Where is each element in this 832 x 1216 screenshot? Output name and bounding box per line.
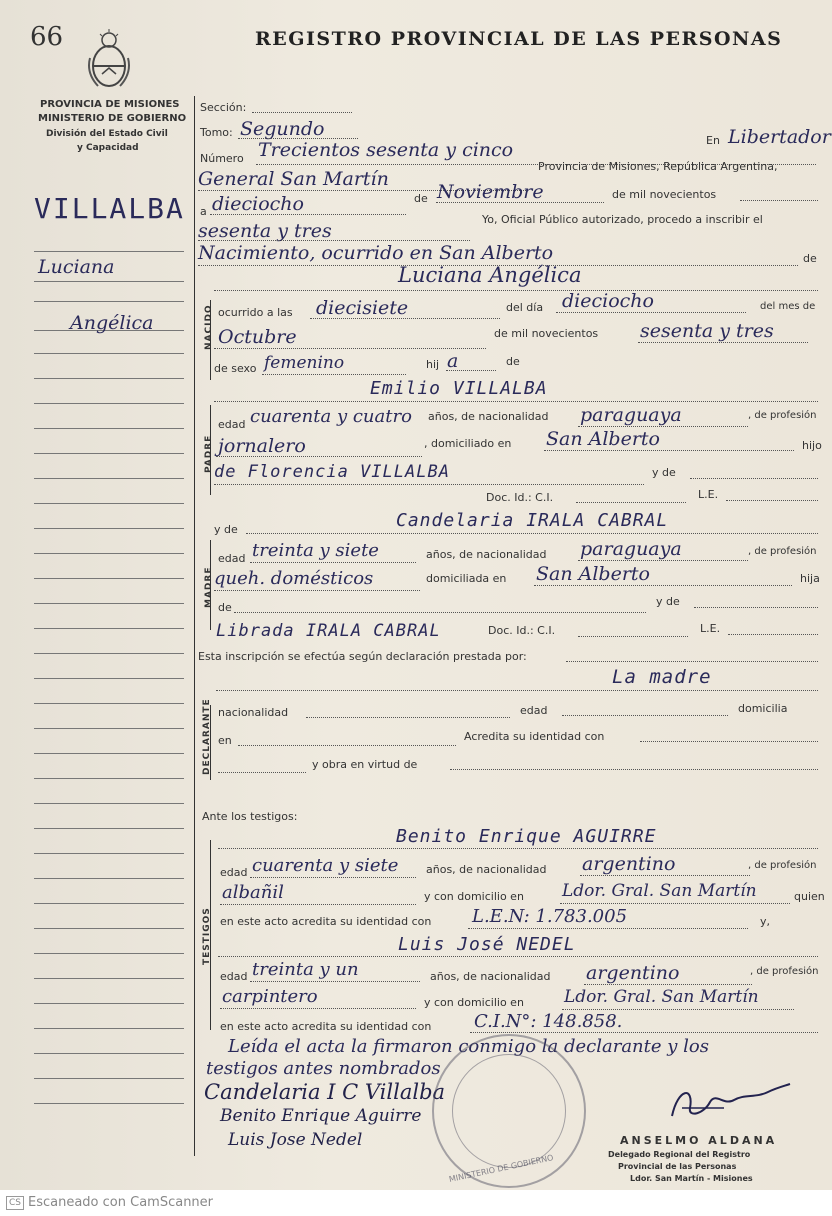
official-title-3: Ldor. San Martín - Misiones (630, 1174, 753, 1183)
mother-de-label: de (218, 601, 232, 614)
father-edad-label: edad (218, 418, 246, 431)
mil2-label: de mil novecientos (494, 327, 599, 340)
a-label: a (200, 205, 207, 218)
w1-prof-label: , de profesión (748, 860, 817, 871)
mother-nationality: paraguaya (580, 538, 682, 560)
w2-dom-label: y con domicilio en (424, 996, 524, 1009)
en-label: En (706, 134, 720, 147)
division-label-2: y Capacidad (77, 143, 139, 153)
mother-profession: queh. domésticos (214, 568, 374, 589)
official-signature-icon (664, 1078, 794, 1128)
father-anos-label: años, de nacionalidad (428, 410, 549, 423)
de-label: de (414, 192, 428, 205)
witness-2-name: Luis José NEDEL (398, 934, 576, 955)
father-yde-label: y de (652, 466, 676, 479)
witness-2-nationality: argentino (586, 962, 680, 984)
witness-2-profession: carpintero (222, 986, 318, 1007)
de-end-label: de (803, 252, 817, 265)
closing-line-1: Leída el acta la firmaron conmigo la declarante y los (228, 1036, 709, 1057)
section-declarante: DECLARANTE (202, 698, 212, 775)
father-name: Emilio VILLALBA (370, 378, 548, 399)
witness-2-age: treinta y un (252, 959, 359, 980)
birth-day-value: dieciocho (562, 290, 654, 312)
scanner-label: Escaneado con CamScanner (28, 1195, 214, 1210)
father-dom-label: , domiciliado en (424, 437, 512, 450)
coat-of-arms-icon (84, 28, 134, 94)
mother-hija-label: hija (800, 572, 820, 585)
de2-label: de (506, 355, 520, 368)
decl-acredita-label: Acredita su identidad con (464, 730, 605, 743)
mother-parent: Librada IRALA CABRAL (216, 621, 441, 641)
margin-name-1: Luciana (38, 256, 115, 278)
tomo-value: Segundo (240, 118, 325, 140)
witness-2-domicile: Ldor. Gral. San Martín (564, 987, 759, 1007)
father-hijo-label: hijo (802, 439, 822, 452)
official-title-1: Delegado Regional del Registro (608, 1150, 751, 1159)
witness-1-nationality: argentino (582, 853, 676, 875)
mother-age: treinta y siete (252, 540, 379, 561)
father-doc-label: Doc. Id.: C.I. (486, 491, 554, 504)
section-nacido: NACIDO (204, 304, 214, 350)
camscanner-icon: CS (6, 1196, 24, 1210)
declarant-value: La madre (612, 666, 712, 688)
mother-prof-label: , de profesión (748, 546, 817, 557)
mother-le-label: L.E. (700, 622, 721, 635)
child-name: Luciana Angélica (398, 263, 582, 287)
seal-text: MINISTERIO DE GOBIERNO (448, 1153, 555, 1184)
w1-quien-label: quien (794, 890, 825, 903)
year-value: sesenta y tres (198, 220, 332, 242)
decl-en-label: en (218, 734, 232, 747)
declaracion-label: Esta inscripción se efectúa según declaración prestada por: (198, 650, 527, 663)
del-dia-label: del día (506, 301, 544, 314)
closing-line-2: testigos antes nombrados (206, 1058, 441, 1079)
hij-label: hij (426, 358, 440, 371)
sexo-label: de sexo (214, 362, 257, 375)
testigos-label: Ante los testigos: (202, 810, 298, 823)
act-value: Nacimiento, ocurrido en San Alberto (198, 242, 554, 264)
numero-value: Trecientos sesenta y cinco (258, 139, 514, 161)
signature-witness-1: Benito Enrique Aguirre (220, 1106, 422, 1126)
decl-obra-label: y obra en virtud de (312, 758, 418, 771)
ministry-label: MINISTERIO DE GOBIERNO (38, 113, 187, 124)
w1-anos-label: años, de nacionalidad (426, 863, 547, 876)
section-madre: MADRE (204, 566, 214, 608)
hij-suffix: a (447, 350, 459, 372)
mother-dom-label: domiciliada en (426, 572, 507, 585)
mother-yde-label: y de (214, 523, 238, 536)
w1-dom-label: y con domicilio en (424, 890, 524, 903)
official-title-2: Provincial de las Personas (618, 1162, 737, 1171)
w1-acredita-label: en este acto acredita su identidad con (220, 915, 432, 928)
section-padre: PADRE (204, 434, 214, 473)
mother-name: Candelaria IRALA CABRAL (396, 510, 669, 531)
mother-doc-label: Doc. Id.: C.I. (488, 624, 556, 637)
locality-value: General San Martín (198, 168, 389, 190)
numero-label: Número (200, 152, 244, 165)
official-seal (432, 1034, 586, 1188)
ocurrido-label: ocurrido a las (218, 306, 293, 319)
w2-acredita-label: en este acto acredita su identidad con (220, 1020, 432, 1033)
decl-edad-label: edad (520, 704, 548, 717)
scanner-footer (0, 1190, 832, 1216)
witness-1-id: L.E.N: 1.783.005 (472, 906, 628, 927)
witness-1-age: cuarenta y siete (252, 855, 399, 876)
decl-nac-label: nacionalidad (218, 706, 289, 719)
hour-value: diecisiete (316, 297, 409, 319)
witness-2-id: C.I.N°: 148.858. (474, 1011, 623, 1032)
father-le-label: L.E. (698, 488, 719, 501)
provincia-label: Provincia de Misiones, República Argentina, (538, 160, 778, 173)
father-age: cuarenta y cuatro (250, 406, 412, 427)
witness-1-name: Benito Enrique AGUIRRE (396, 826, 657, 847)
mother-yde2-label: y de (656, 595, 680, 608)
w2-prof-label: , de profesión (750, 966, 819, 977)
father-parent: de Florencia VILLALBA (214, 462, 450, 482)
signature-mother: Candelaria I C Villalba (204, 1080, 446, 1104)
mother-anos-label: años, de nacionalidad (426, 548, 547, 561)
birth-year-value: sesenta y tres (640, 320, 774, 342)
w1-edad-label: edad (220, 866, 248, 879)
official-name: ANSELMO ALDANA (620, 1134, 778, 1147)
signature-witness-2: Luis Jose Nedel (228, 1130, 363, 1150)
decl-dom-label: domicilia (738, 702, 788, 715)
page-title: REGISTRO PROVINCIAL DE LAS PERSONAS (255, 28, 783, 50)
father-domicile: San Alberto (546, 428, 660, 450)
w2-edad-label: edad (220, 970, 248, 983)
mil-label: de mil novecientos (612, 188, 717, 201)
w1-y-label: y, (760, 915, 771, 928)
margin-name-2: Angélica (70, 312, 154, 334)
division-label: División del Estado Civil (46, 129, 168, 139)
day-value: dieciocho (212, 193, 304, 215)
yo-label: Yo, Oficial Público autorizado, procedo a inscribir el (482, 213, 763, 226)
section-testigos: TESTIGOS (202, 907, 212, 965)
province-label: PROVINCIA DE MISIONES (40, 99, 180, 110)
birth-month-value: Octubre (218, 326, 297, 348)
w2-anos-label: años, de nacionalidad (430, 970, 551, 983)
sex-value: femenino (264, 353, 345, 373)
tomo-label: Tomo: (200, 126, 233, 139)
witness-1-profession: albañil (222, 882, 284, 903)
month-value: Noviembre (437, 181, 544, 203)
page-number: 66 (30, 22, 64, 52)
father-nationality: paraguaya (580, 404, 682, 426)
witness-1-domicile: Ldor. Gral. San Martín (562, 881, 757, 901)
margin-surname: VILLALBA (34, 192, 185, 225)
mother-domicile: San Alberto (536, 563, 650, 585)
mother-edad-label: edad (218, 552, 246, 565)
seccion-label: Sección: (200, 101, 247, 114)
father-profession: jornalero (218, 435, 306, 457)
del-mes-label: del mes de (760, 301, 816, 312)
column-divider (194, 96, 195, 1156)
en-value: Libertador (728, 126, 831, 148)
father-prof-label: , de profesión (748, 410, 817, 421)
